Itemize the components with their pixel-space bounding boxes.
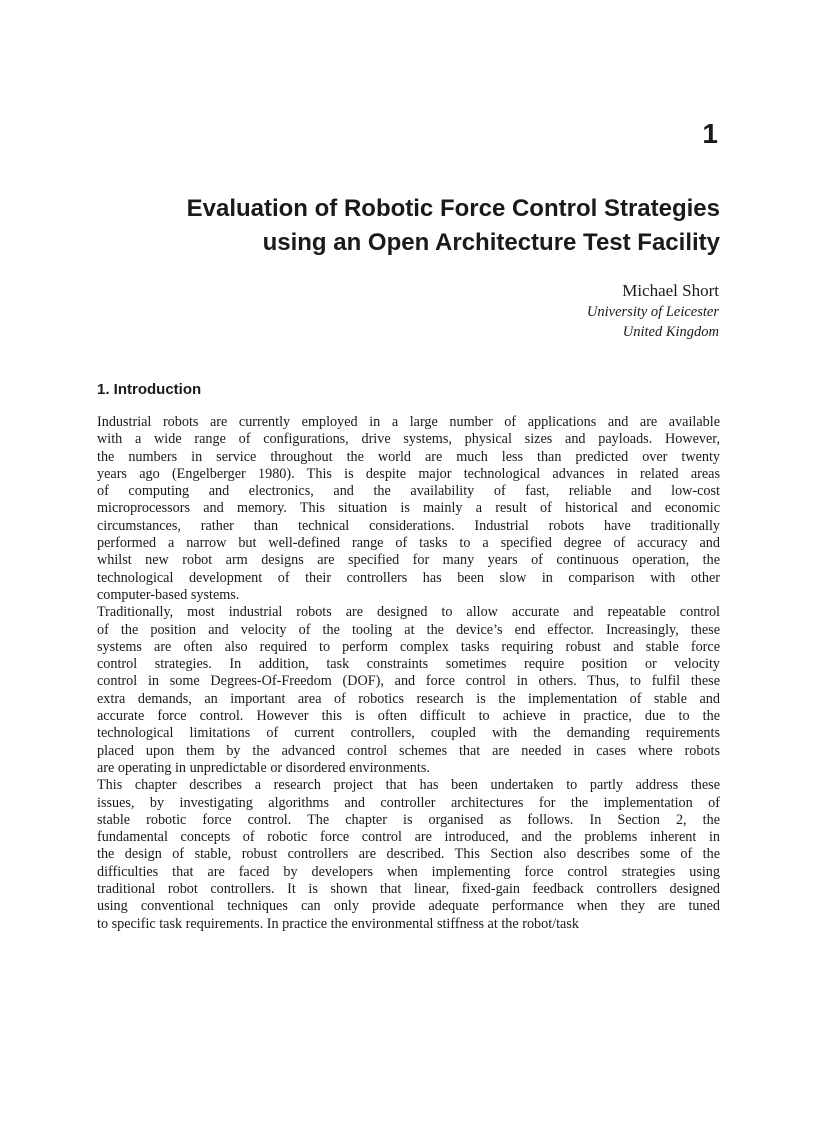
body-line: Industrial robots are currently employed in a large number of applications and are available: [97, 414, 720, 430]
author-affiliation: University of Leicester: [586, 304, 719, 320]
chapter-number: 1: [702, 118, 718, 149]
body-line: systems are often also required to perform complex tasks requiring robust and stable force: [97, 638, 720, 655]
body-line: of the position and velocity of the tooling at the device’s end effector. Increasingly, these: [97, 621, 720, 638]
author-name: Michael Short: [622, 281, 719, 300]
body-line: Traditionally, most industrial robots are designed to allow accurate and repeatable control: [97, 604, 720, 621]
body-line: to specific task requirements. In practice the environmental stiffness at the robot/task: [97, 915, 579, 932]
body-line: technological limitations of current controllers, coupled with the demanding requirements: [97, 725, 720, 742]
body-line: technological development of their controllers has been slow in comparison with other: [97, 569, 720, 586]
body-line: traditional robot controllers. It is shown that linear, fixed-gain feedback controllers designed: [97, 881, 720, 898]
section-heading: 1. Introduction: [97, 381, 202, 398]
body-line: whilst new robot arm designs are specified for many years of continuous operation, the: [97, 552, 720, 569]
body-line: control in some Degrees-Of-Freedom (DOF), and force control in others. Thus, to fulfil these: [97, 673, 720, 690]
body-line: This chapter describes a research project that has been undertaken to partly address these: [97, 777, 720, 794]
author-country: United Kingdom: [622, 324, 719, 340]
body-line: placed upon them by the advanced control schemes that are needed in cases where robots: [97, 742, 720, 759]
body-line: are operating in unpredictable or disordered environments.: [97, 759, 430, 776]
body-line: of computing and electronics, and the availability of fast, reliable and low-cost: [97, 483, 720, 500]
body-line: performed a narrow but well-defined range of tasks to a specified degree of accuracy and: [97, 535, 720, 552]
body-line: the design of stable, robust controllers are described. This Section also describes some of the: [97, 846, 720, 863]
body-line: the numbers in service throughout the world are much less than predicted over twenty: [97, 448, 720, 465]
author-block: [587, 280, 719, 342]
body-line: circumstances, rather than technical considerations. Industrial robots have traditionally: [97, 517, 720, 534]
body-line: with a wide range of configurations, drive systems, physical sizes and payloads. However,: [97, 431, 720, 448]
body-line: years ago (Engelberger 1980). This is despite major technological advances in related areas: [97, 465, 720, 482]
body-line: accurate force control. However this is often difficult to achieve in practice, due to the: [97, 708, 720, 725]
chapter-title: [80, 192, 720, 260]
chapter-title-line: Evaluation of Robotic Force Control Strategies: [186, 195, 720, 222]
body-line: using conventional techniques can only provide adequate performance when they are tuned: [97, 898, 720, 915]
body-line: computer-based systems.: [97, 586, 240, 603]
body-text: [97, 414, 720, 933]
body-line: issues, by investigating algorithms and controller architectures for the implementation of: [97, 794, 720, 811]
body-line: extra demands, an important area of robotics research is the implementation of stable and: [97, 690, 720, 707]
body-line: fundamental concepts of robotic force control are introduced, and the problems inherent in: [97, 829, 720, 846]
body-line: stable robotic force control. The chapter is organised as follows. In Section 2, the: [97, 811, 720, 828]
body-line: control strategies. In addition, task constraints sometimes require position or velocity: [97, 656, 720, 673]
chapter-title-line: using an Open Architecture Test Facility: [262, 229, 720, 256]
body-line: difficulties that are faced by developers when implementing force control strategies using: [97, 863, 720, 880]
body-line: microprocessors and memory. This situation is mainly a result of historical and economic: [97, 500, 720, 517]
